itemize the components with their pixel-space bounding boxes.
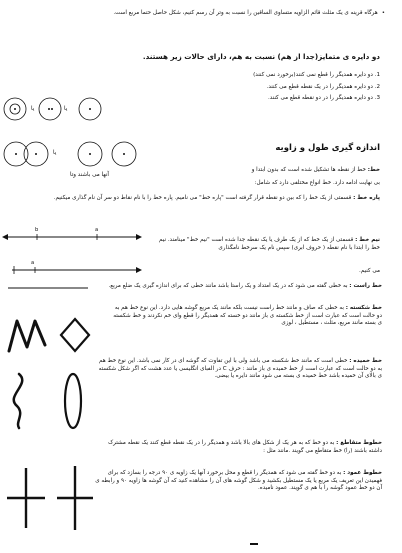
ray-figure [2, 262, 142, 278]
ray-label: نیم خط : [355, 237, 380, 243]
top-note-text: • هرگاه قرینه ی یک مثلث قائم الزاویه متساوی الساقین را نسبت به وتر آن رسم کنیم، شکل حاصل حتما مربع است. [113, 10, 385, 16]
list-item-number: 1. [374, 72, 380, 78]
intersecting-lines-definition [95, 440, 382, 455]
broken-lines-figure [5, 315, 105, 355]
circles-list [180, 72, 380, 103]
section-title: اندازه گیری طول و زاویه [275, 143, 380, 153]
cross-lines-figure [5, 458, 105, 538]
straight-line-definition [90, 283, 382, 291]
list-item-number: 2. [374, 83, 380, 90]
line-figure [2, 229, 142, 245]
segment-label: پاره خط : [353, 195, 380, 201]
or-label-1: یا [31, 106, 35, 112]
perp-text: به دو خط گفته می شود که همدیگر را قطع و محل برخورد آنها یک زاویه ی ۹۰ درجه را بسازد که برای فهمیدن این تعریف یک مربع یا یک مستطیل بکشید و شکل گوشه های آن را مشاهده کنید که آن گوشه ها زاویه ۹۰ و رابطه ی آن دو خط عمود گوشه را با هم ی گویند. عمود نامیده. [95, 470, 382, 492]
broken-label: خط شکسته : [345, 305, 382, 311]
top-note [50, 10, 385, 18]
line-def-label: خط: [367, 167, 380, 173]
perp-label: خطوط عمود : [343, 470, 382, 476]
list-item-number: 3. [374, 95, 380, 102]
list-item-text: دو دایره همدیگر را در یک نقطه قطع می کنند. [266, 83, 373, 90]
ray-text-end: می کنیم. [359, 268, 380, 274]
curved-text: خطی است که مانند خط شکسته می باشد ولی با این تفاوت که گوشه ای در کار نمی باشد. این نوع خط هم به دو حالت است که عبارت است از خط خمیده ی باز مانند : حرف C در الفبای انگلیسی یا عدد هشت که اگر شکل شکسته ی بالای آن خمیده باشد خط خمیده ی بسته می شود مانند دایره یا بیضی. [98, 358, 382, 380]
list-item [180, 95, 380, 103]
ellipse-shape [65, 374, 81, 428]
line-def-continued: بی نهایت ادامه دارد. خط انواع مختلفی دارد که شامل: [254, 180, 380, 186]
segment-definition [20, 195, 380, 203]
broken-text: به خطی که صاف و مانند خط راست نیست بلکه مانند یک مربع گوشه هایی دارد. این نوع خط هم به دو حالت است که عبارت است از خط شکسته ی باز مانند دو خسته که همدیگر را قطع وای خم نکردند و خط شکسته ی بسته مانند مربع، مثلث ، مستطیل ، لوزی [113, 305, 382, 327]
broken-line-definition [110, 305, 382, 328]
list-item-text: دو دایره همدیگر را قطع نمی کنند(برخورد نمی کنند) [253, 72, 373, 78]
curved-line-definition [95, 358, 382, 381]
zigzag-shape [9, 321, 45, 351]
line-def-text: خط از نقطه ها تشکیل شده است که بدون ابتدا و [251, 167, 366, 173]
list-item [180, 72, 380, 80]
intersect-text: به دو خط که به هر یک از شکل های بالا باشد و همدیگر را در یک نقطه قطع کنند یک نقطه مشترک داشته باشند (را) خط متقاطع می گویند .مانند مثل : [108, 440, 382, 454]
point-label-b: b [35, 227, 39, 233]
curved-label: خط خمیده : [349, 358, 382, 364]
circles-figure-row1 [2, 95, 122, 135]
line-definition [150, 167, 380, 175]
point-label-a: a [95, 227, 99, 233]
circles-section-title: دو دایره ی متمایز(جدا از هم) نسبت به هم، دارای حالات زیر هستند. [142, 52, 380, 61]
concentric-note: آنها می باشند وتا [70, 172, 109, 178]
list-item-text: دو دایره همدیگر را در دو نقطه قطع می کنند. [267, 95, 373, 102]
ray-text: قسمتی از یک خط که از یک طرف یا یک نقطه جدا شده است "نیم خط" مینامند. نیم خط را ابتدا با نام نقطه ( حروف ابری) سپس نام یک سرخط نامگذاری [159, 237, 380, 251]
intersect-label: خطوط متقاطع : [336, 440, 382, 446]
or-label-2: یا [64, 106, 68, 112]
rhombus-shape [61, 319, 89, 351]
ray-definition [150, 237, 380, 252]
ray-point-label-a: a [31, 260, 35, 266]
straight-label: خط راست : [349, 283, 382, 289]
curved-lines-figure [5, 370, 95, 430]
list-item [180, 84, 380, 92]
s-curve-shape [14, 374, 22, 428]
segment-text: قسمتی از یک خط را که بین دو نقطه قرار گرفته است "پاره خط" می نامیم. پاره خط را با نام نقاط دو سر آن نام گذاری میکنیم. [53, 195, 352, 201]
straight-text: به خطی گفته می شود که در یک امتداد و یک راستا باشد مانند خطی که برای اندازه گیری یک ضلع مربع. [108, 283, 348, 289]
or-label-3: یا [53, 150, 57, 156]
perpendicular-lines-definition [95, 470, 382, 493]
